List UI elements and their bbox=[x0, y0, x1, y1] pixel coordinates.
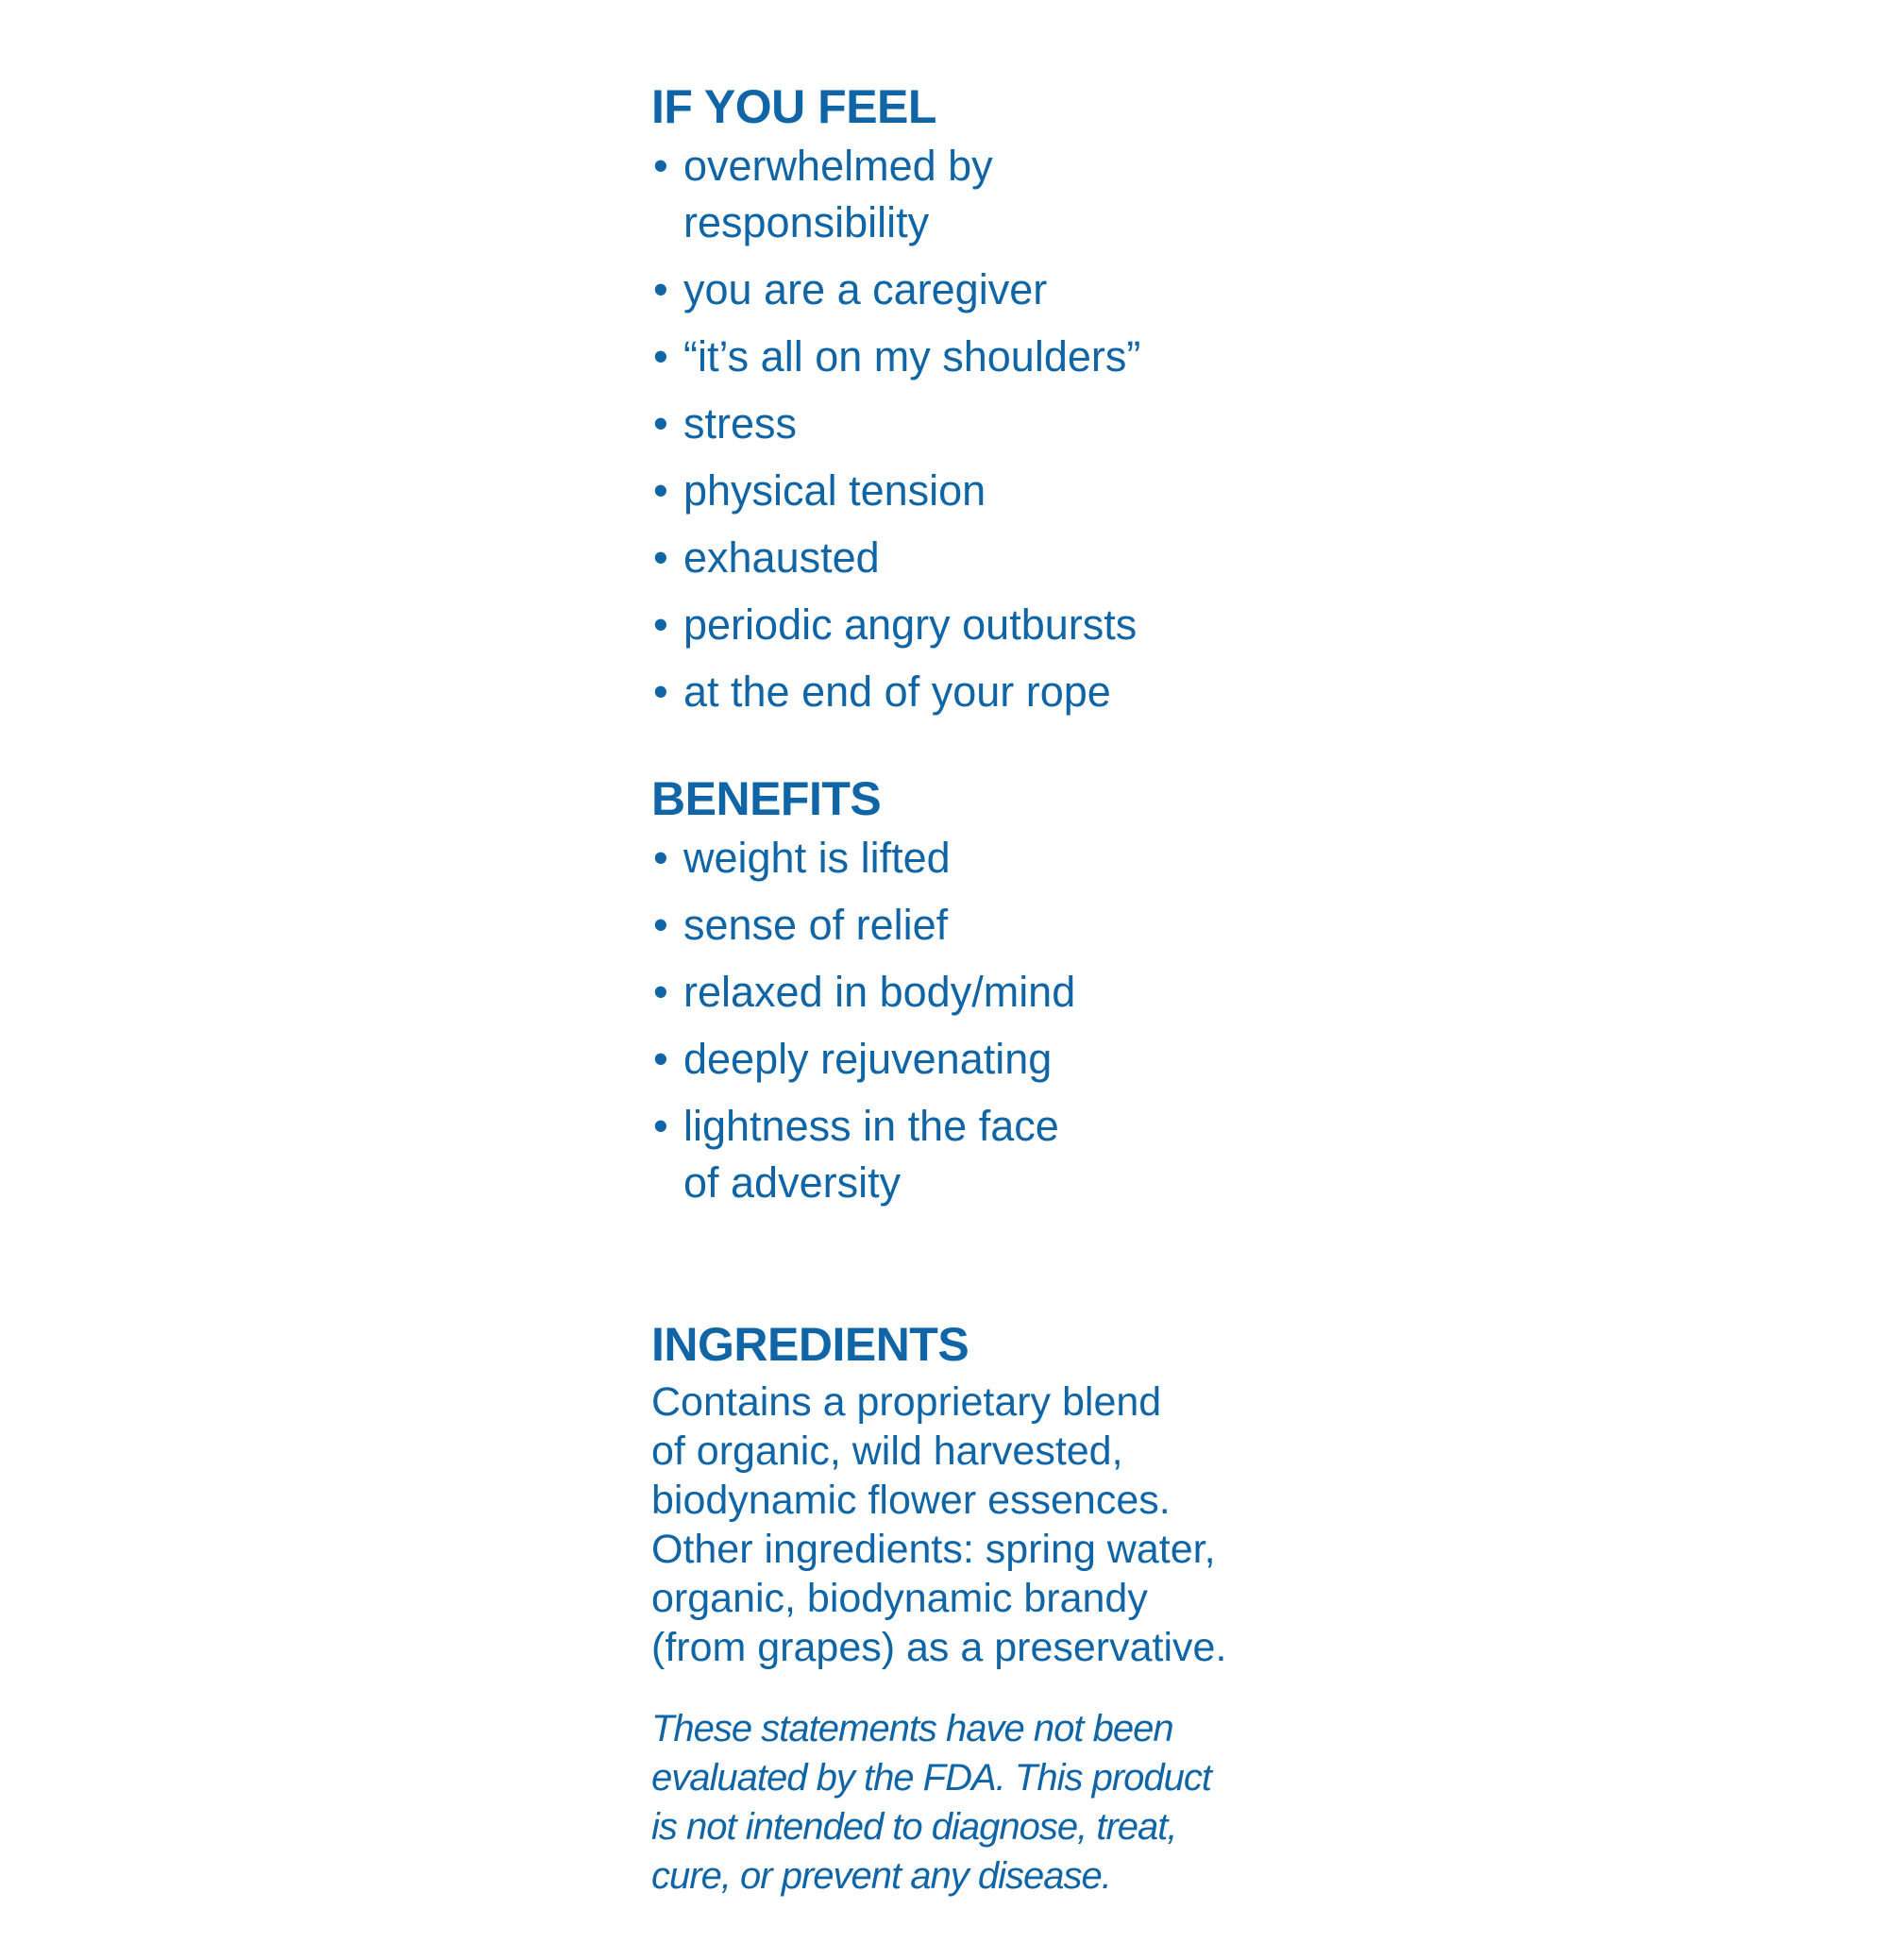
bullet-icon: • bbox=[653, 1102, 668, 1150]
list-item-text: sense of relief bbox=[683, 901, 949, 949]
bullet-icon: • bbox=[653, 142, 668, 190]
list-item-text: responsibility bbox=[683, 198, 930, 246]
fda-disclaimer bbox=[651, 1704, 1312, 1901]
bullet-icon: • bbox=[653, 600, 668, 649]
list-item bbox=[651, 1031, 1312, 1088]
list-item-text: of adversity bbox=[683, 1158, 902, 1207]
bullet-icon: • bbox=[653, 901, 668, 949]
ingredients-line: biodynamic flower essences. bbox=[651, 1478, 1171, 1523]
list-item bbox=[651, 897, 1312, 954]
list-item bbox=[651, 262, 1312, 318]
ingredients-line: (from grapes) as a preservative. bbox=[651, 1625, 1227, 1670]
disclaimer-line: evaluated by the FDA. This product bbox=[651, 1757, 1211, 1799]
list-item-text: weight is lifted bbox=[683, 834, 951, 882]
list-item bbox=[651, 329, 1312, 385]
disclaimer-line: These statements have not been bbox=[651, 1708, 1173, 1749]
list-item-text: “it’s all on my shoulders” bbox=[683, 332, 1141, 380]
label-column bbox=[651, 76, 1312, 1901]
list-item-text: at the end of your rope bbox=[683, 667, 1111, 716]
list-item bbox=[651, 530, 1312, 586]
list-item-text: lightness in the face bbox=[683, 1102, 1059, 1150]
disclaimer-line: cure, or prevent any disease. bbox=[651, 1855, 1111, 1897]
bullet-icon: • bbox=[653, 466, 668, 515]
bullet-icon: • bbox=[653, 667, 668, 716]
bullet-icon: • bbox=[653, 332, 668, 380]
ingredients-section bbox=[651, 1313, 1312, 1901]
bullet-icon: • bbox=[653, 1035, 668, 1083]
bullet-icon: • bbox=[653, 265, 668, 313]
if-you-feel-section bbox=[651, 76, 1312, 720]
bullet-icon: • bbox=[653, 533, 668, 582]
ingredients-line: of organic, wild harvested, bbox=[651, 1428, 1123, 1474]
list-item bbox=[651, 138, 1312, 251]
list-item bbox=[651, 396, 1312, 452]
list-item-text: deeply rejuvenating bbox=[683, 1035, 1053, 1083]
benefits-section bbox=[651, 768, 1312, 1211]
ingredients-text bbox=[651, 1377, 1312, 1672]
ingredients-line: organic, biodynamic brandy bbox=[651, 1576, 1148, 1621]
list-item-text: exhausted bbox=[683, 533, 880, 582]
ingredients-line: Contains a proprietary blend bbox=[651, 1379, 1162, 1425]
ingredients-heading: INGREDIENTS bbox=[651, 1318, 969, 1371]
list-item-text: relaxed in body/mind bbox=[683, 968, 1076, 1016]
list-item-text: physical tension bbox=[683, 466, 986, 515]
list-item bbox=[651, 597, 1312, 653]
disclaimer-line: is not intended to diagnose, treat, bbox=[651, 1806, 1177, 1848]
list-item bbox=[651, 830, 1312, 887]
bullet-icon: • bbox=[653, 968, 668, 1016]
list-item bbox=[651, 463, 1312, 519]
list-item-text: you are a caregiver bbox=[683, 265, 1048, 313]
list-item bbox=[651, 964, 1312, 1021]
ingredients-line: Other ingredients: spring water, bbox=[651, 1527, 1216, 1572]
list-item-text: overwhelmed by bbox=[683, 142, 993, 190]
benefits-heading: BENEFITS bbox=[651, 772, 882, 825]
benefits-list bbox=[651, 830, 1312, 1211]
list-item bbox=[651, 1098, 1312, 1211]
if-you-feel-list bbox=[651, 138, 1312, 720]
list-item-text: periodic angry outbursts bbox=[683, 600, 1138, 649]
list-item bbox=[651, 664, 1312, 720]
list-item-text: stress bbox=[683, 399, 798, 448]
if-you-feel-heading: IF YOU FEEL bbox=[651, 80, 936, 133]
bullet-icon: • bbox=[653, 399, 668, 448]
bullet-icon: • bbox=[653, 834, 668, 882]
